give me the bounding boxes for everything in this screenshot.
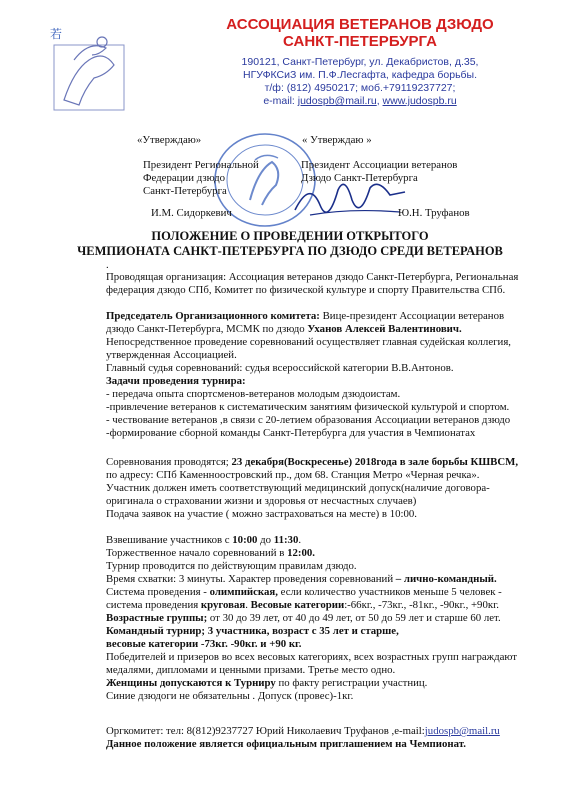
application-line: Подача заявок на участие ( можно застраховаться на месте) в 10:00. [106, 508, 418, 520]
awards-line2: медалями, дипломами и ценными призами. Третье место одно. [106, 664, 396, 676]
approve-right-name: Ю.Н. Труфанов [398, 207, 470, 219]
time3-d: Весовые категории [250, 599, 345, 611]
chair2-a: дзюдо Санкт-Петербурга, МСМК по дзюдо [106, 323, 308, 335]
weigh-e: . [298, 534, 302, 546]
judging-line1: Непосредственное проведение соревнований осуществляет главная судейская коллегия, [106, 336, 511, 348]
chief-judge: Главный судья соревнований: судья всероссийской категории В.В.Антонов. [106, 362, 454, 374]
chair-name: Уханов Алексей Валентинович. [307, 323, 462, 335]
age-values: от 30 до 39 лет, от 40 до 49 лет, от 50 до 59 лет и старше 60 лет. [207, 612, 501, 624]
approve-right-pos2: Дзюдо Санкт-Петербурга [301, 172, 418, 184]
opening-time: 12:00. [287, 547, 315, 559]
approve-left-name: И.М. Сидоркевич [151, 207, 232, 219]
team-line1: Командный турнир; 3 участника, возраст с 35 лет и старше, [106, 625, 399, 637]
opening-a: Торжественное начало соревнований в [106, 547, 288, 559]
admission-line2: оригинала о страховании жизни и здоровья от несчастных случаев) [106, 495, 417, 507]
chair-rest: Вице-президент Ассоциации ветеранов [319, 310, 505, 322]
header-email-link[interactable]: judospb@mail.ru [297, 95, 377, 107]
body-dot: . [106, 259, 109, 271]
organizer-line1: Проводящая организация: Ассоциация ветеранов дзюдо Санкт-Петербурга, Региональная [106, 271, 519, 283]
tasks-title: Задачи проведения турнира: [106, 375, 246, 387]
orgcom-line [106, 725, 500, 739]
task-4: -формирование сборной команды Санкт-Петербурга для участия в Чемпионатах [106, 427, 476, 439]
time-line2 [106, 586, 502, 600]
orgcom-email-link[interactable]: judospb@mail.ru [424, 725, 500, 737]
when-a: Соревнования проводятся; [106, 456, 232, 468]
when-date: 23 декабря(Воскресенье) 2018года в зале борьбы КШВСМ, [231, 456, 519, 468]
time1-b: – лично-командный. [395, 573, 497, 585]
org-contacts [200, 95, 520, 109]
age-label: Возрастные группы; [106, 612, 208, 624]
judging-line2: утвержденная Ассоциацией. [106, 349, 237, 361]
approve-left-pos1: Президент Региональной [143, 159, 259, 171]
chair-label: Председатель Организационного комитета: [106, 310, 320, 322]
opening-line [106, 547, 315, 561]
women-b: по факту регистрации участниц. [275, 677, 428, 689]
time-line3 [106, 599, 499, 613]
time2-a: Система проведения - [106, 586, 210, 598]
doc-title-line1: ПОЛОЖЕНИЕ О ПРОВЕДЕНИИ ОТКРЫТОГО [151, 229, 429, 243]
time-line1 [106, 573, 497, 587]
task-1: - передача опыта спортсменов-ветеранов молодым дзюдоистам. [106, 388, 401, 400]
svg-text:若: 若 [50, 27, 63, 41]
org-address-2: НГУФКСиЗ им. П.Ф.Лесгафта, кафедра борьбы. [242, 69, 478, 81]
email-sep: , [376, 95, 383, 107]
team-line2: весовые категории -73кг. -90кг. и +90 кг. [106, 638, 302, 650]
weigh-a: Взвешивание участников с [106, 534, 233, 546]
time3-e: :-66кг., -73кг., -81кг., -90кг., +90кг. [344, 599, 500, 611]
when-line [106, 456, 518, 470]
age-groups-line [106, 612, 501, 626]
time2-c: если количество участников меньше 5 человек - [277, 586, 502, 598]
orgcom-a: Оргкомитет: тел: 8(812)9237727 Юрий Николаевич Труфанов ,e-mail: [106, 725, 425, 737]
approve-left-label: «Утверждаю» [137, 134, 202, 146]
approve-left-pos2: Федерации дзюдо [143, 172, 225, 184]
header-site-link[interactable]: www.judospb.ru [382, 95, 457, 107]
gi-line: Синие дзюдоги не обязательны . Допуск (провес)-1кг. [106, 690, 354, 702]
org-address-1: 190121, Санкт-Петербург, ул. Декабристов, д.35, [241, 56, 479, 68]
approve-left-pos3: Санкт-Петербурга [143, 185, 227, 197]
task-2: -привлечение ветеранов к систематическим занятиям физической культурой и спортом. [106, 401, 510, 413]
org-name-line2: САНКТ-ПЕТЕРБУРГА [283, 33, 437, 50]
org-name-line1: АССОЦИАЦИЯ ВЕТЕРАНОВ ДЗЮДО [226, 16, 494, 33]
rules-line: Турнир проводится по действующим правилам дзюдо. [106, 560, 357, 572]
weigh-c: до [257, 534, 274, 546]
time3-c: . [245, 599, 251, 611]
time1-a: Время схватки: 3 минуты. Характер проведения соревнований [106, 573, 396, 585]
women-a: Женщины допускаются к Турниру [106, 677, 276, 689]
weigh-from: 10:00 [232, 534, 258, 546]
organizer-line2: федерация дзюдо СПб, Комитет по физической культуре и спорту Правительства СПб. [106, 284, 506, 296]
awards-line1: Победителей и призеров во всех весовых категориях, всех возрастных групп награждают [106, 651, 518, 663]
weigh-to: 11:30 [273, 534, 299, 546]
task-3: - чествование ветеранов ,в связи с 20-летием образования Ассоциации ветеранов дзюдо [106, 414, 511, 426]
time3-b: круговая [200, 599, 246, 611]
email-prefix: e-mail: [263, 95, 298, 107]
judo-logo-icon [44, 20, 132, 118]
time2-b: олимпийская, [209, 586, 278, 598]
venue-address: по адресу: СПб Каменноостровский пр., дом 68. Станция Метро «Черная речка». [106, 469, 480, 481]
weigh-in-line [106, 534, 301, 548]
time3-a: система проведения [106, 599, 201, 611]
admission-line1: Участник должен иметь соответствующий медицинский допуск(наличие договора- [106, 482, 490, 494]
approve-right-label: « Утверждаю » [302, 134, 372, 146]
org-phone: т/ф: (812) 4950217; моб.+79119237727; [264, 82, 456, 94]
official-invitation: Данное положение является официальным приглашением на Чемпионат. [106, 738, 466, 750]
chair-line1 [106, 310, 504, 324]
chair-line2 [106, 323, 462, 337]
women-line [106, 677, 427, 691]
doc-title-line2: ЧЕМПИОНАТА САНКТ-ПЕТЕРБУРГА ПО ДЗЮДО СРЕДИ ВЕТЕРАНОВ [77, 244, 503, 258]
approve-right-pos1: Президент Ассоциации ветеранов [301, 159, 458, 171]
